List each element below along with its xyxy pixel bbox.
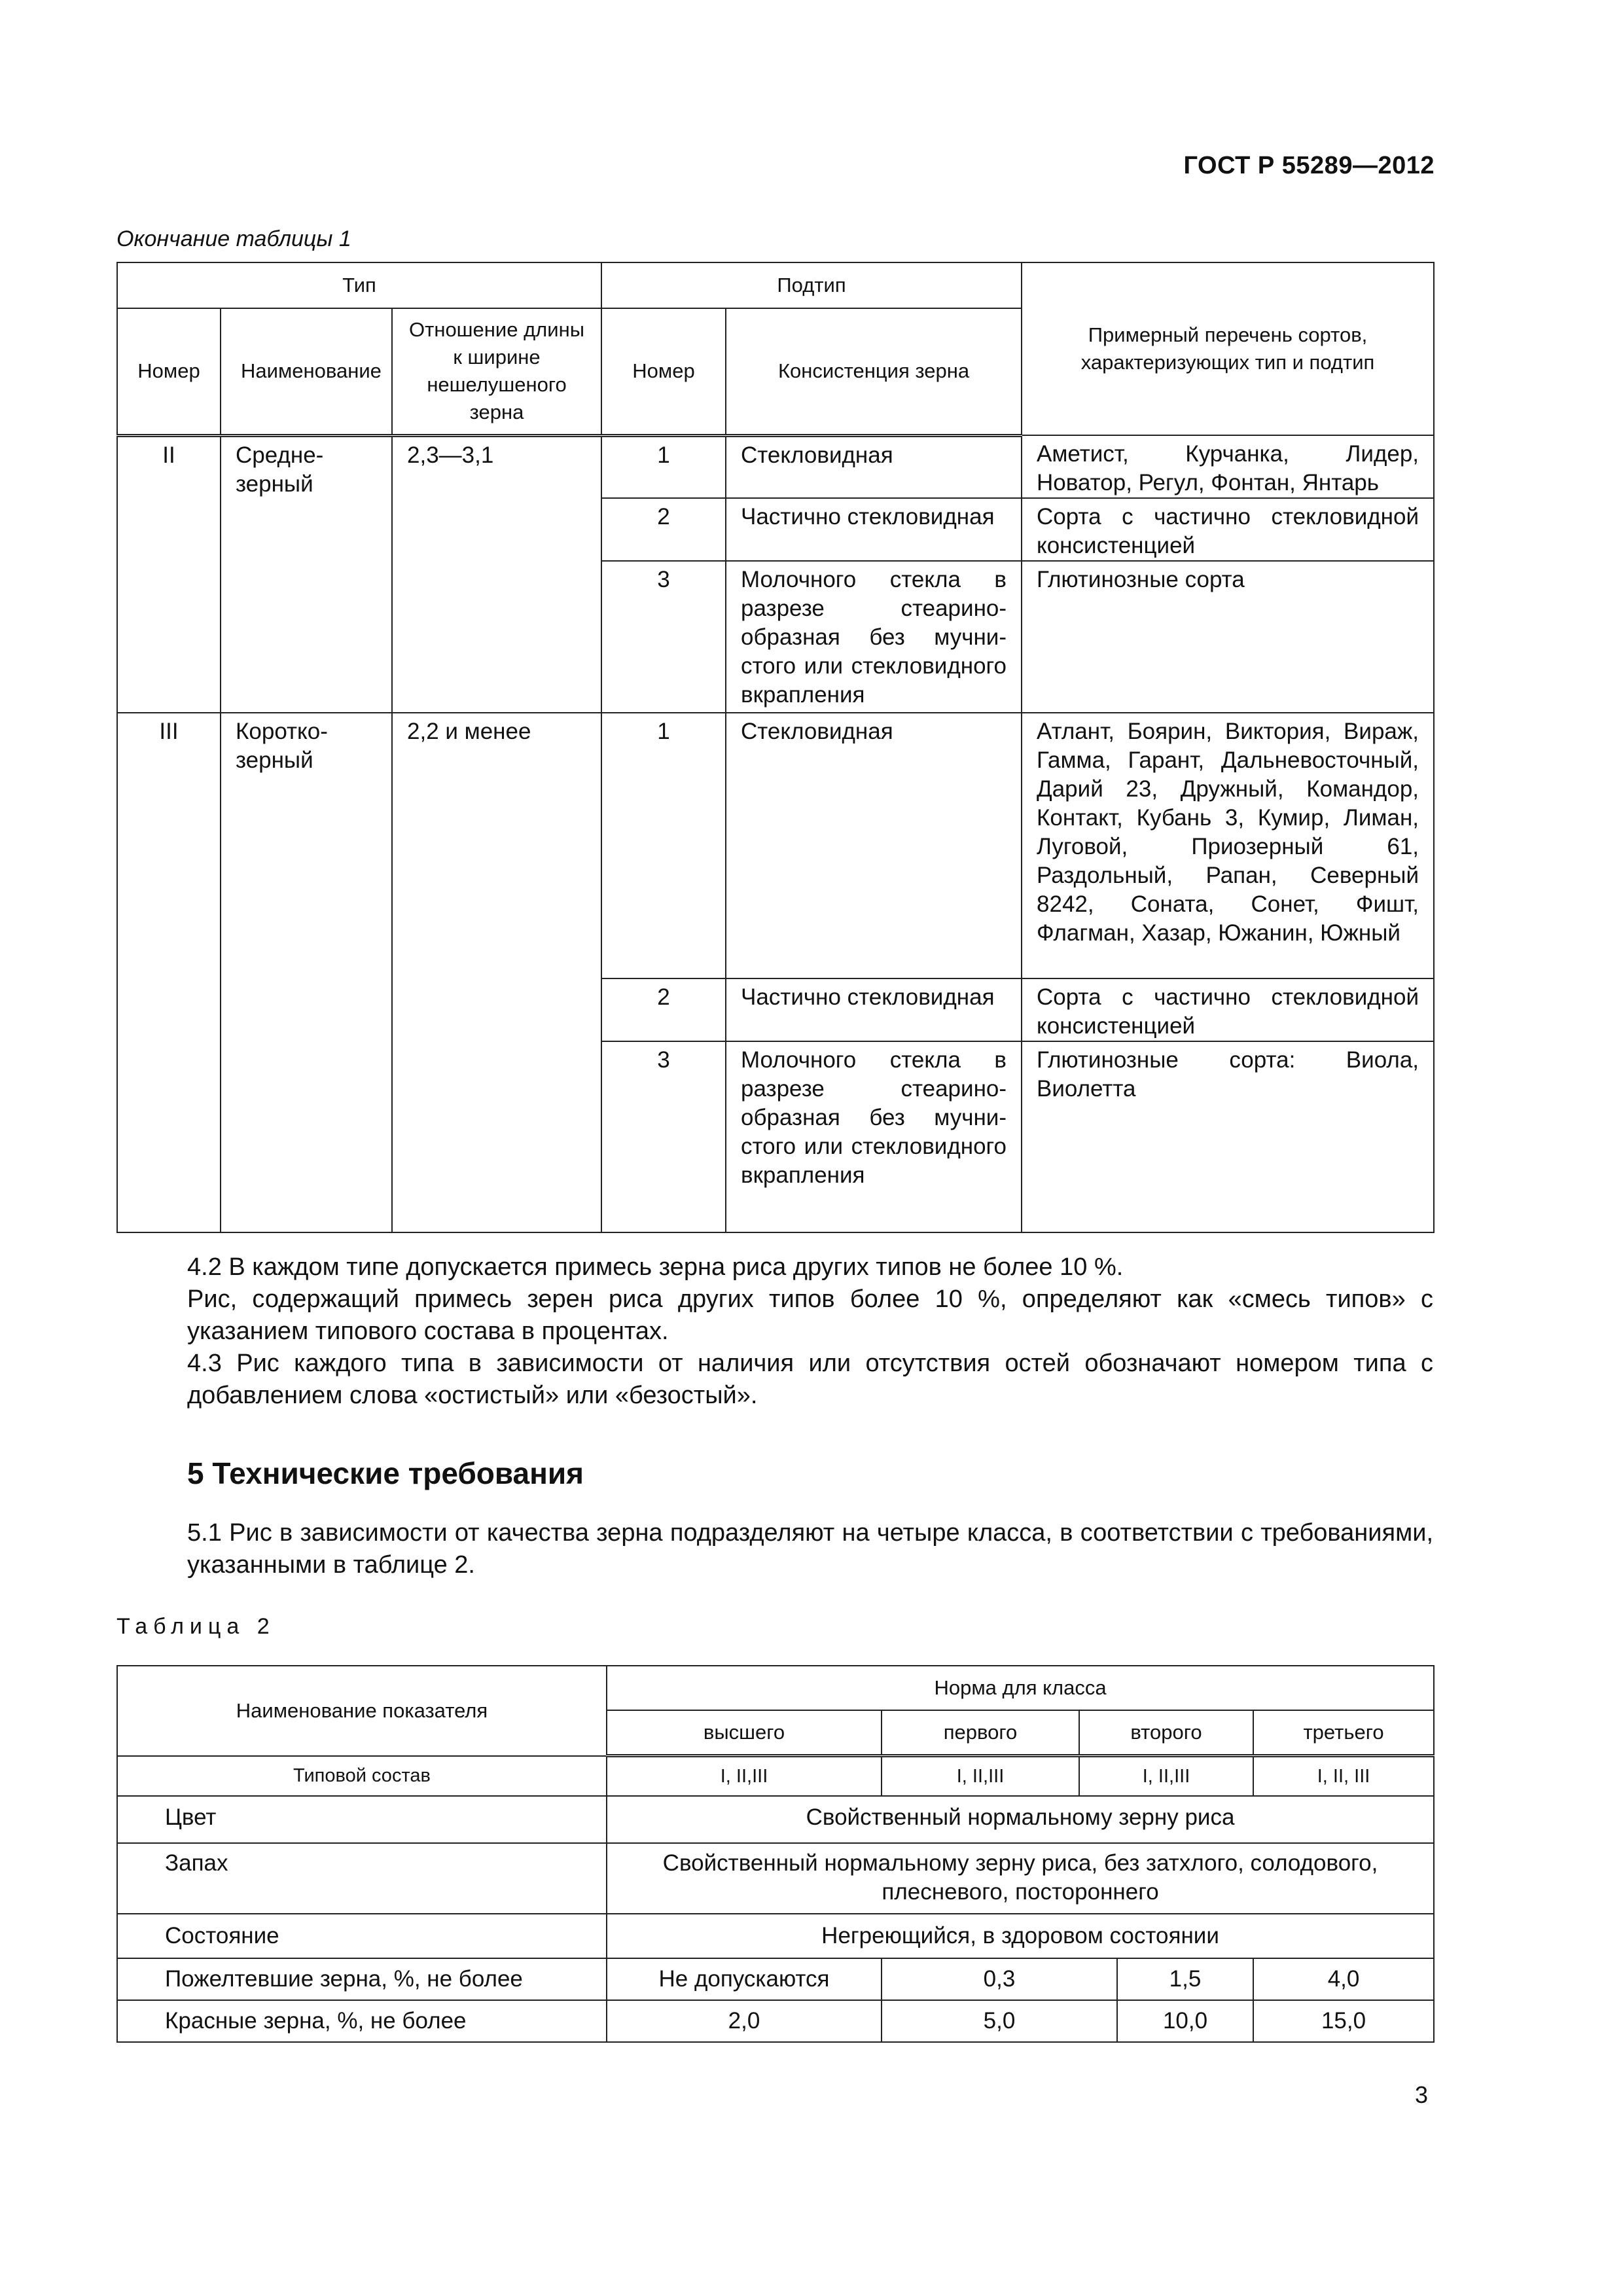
type-name: Средне- зерный [221, 435, 392, 713]
header-ratio: Отношение длины к ширине нешелушеного зерна [392, 308, 601, 435]
type-ratio: 2,2 и менее [392, 713, 601, 1232]
row-label: Типовой состав [117, 1756, 607, 1797]
header-type: Тип [117, 262, 601, 308]
row-label: Состояние [117, 1914, 607, 1958]
table-row [117, 1958, 1434, 2000]
cell-value: Негреющийся, в здоровом состоянии [607, 1914, 1434, 1958]
cell-value: I, II,III [1079, 1756, 1253, 1797]
cell-value: 1,5 [1117, 1958, 1253, 2000]
table-row [117, 1796, 1434, 1843]
row-label: Запах [117, 1843, 607, 1914]
consistency: Стекловидная [726, 435, 1022, 498]
header-subtype-number: Номер [601, 308, 726, 435]
header-norm: Норма для класса [607, 1666, 1434, 1710]
header-class-first: первого [882, 1710, 1079, 1756]
cell-value: 0,3 [882, 1958, 1117, 2000]
paragraph-text: Рис, содержащий примесь зерен риса других типов более 10 %, определяют как «смесь типов» с указанием типового состава в процентах. [187, 1285, 1433, 1345]
page-number: 3 [1415, 2081, 1429, 2108]
paragraph-5-1 [116, 1517, 1433, 1581]
row-label: Пожелтевшие зерна, %, не более [117, 1958, 607, 2000]
consistency: Частично стекловидная [726, 978, 1022, 1041]
type-number: III [117, 713, 221, 1232]
table2-caption: Таблица 2 [116, 1614, 276, 1639]
table1-caption: Окончание таблицы 1 [116, 226, 351, 251]
cell-value: Свойственный нормальному зерну риса [607, 1796, 1434, 1843]
cell-value: 2,0 [607, 2000, 882, 2042]
subtype-number: 2 [601, 498, 726, 561]
header-indicator: Наименование показателя [117, 1666, 607, 1756]
cell-value: 10,0 [1117, 2000, 1253, 2042]
cell-value: I, II,III [882, 1756, 1079, 1797]
row-label: Красные зерна, %, не более [117, 2000, 607, 2042]
varieties: Глютинозные сорта [1022, 561, 1434, 713]
header-class-highest: высшего [607, 1710, 882, 1756]
consistency: Молочного стекла в разрезе стеаринообразная без мучнистого или стекловидного вкрапления [726, 1041, 1022, 1232]
cell-value: 4,0 [1253, 1958, 1434, 2000]
varieties: Атлант, Боярин, Виктория, Вираж, Гамма, Гарант, Дальневосточный, Дарий 23, Дружный, Командор, Контакт, Кубань 3, Кумир, Лиман, Луговой, Приозерный 61, Раздольный, Рапан, Северный 8242, Соната, Сонет, Фишт, Флагман, Хазар, Южанин, Южный [1022, 713, 1434, 978]
paragraph-text: 4.3 Рис каждого типа в зависимости от наличия или отсутствия остей обозначают номером типа с добавлением слова «остистый» или «безостый». [187, 1350, 1433, 1409]
subtype-number: 3 [601, 1041, 726, 1232]
varieties: Сорта с частично стекловидной консистенцией [1022, 498, 1434, 561]
cell-value: 15,0 [1253, 2000, 1434, 2042]
document-code: ГОСТ Р 55289—2012 [1183, 152, 1435, 179]
type-number: II [117, 435, 221, 713]
cell-value: I, II, III [1253, 1756, 1434, 1797]
subtype-number: 1 [601, 713, 726, 978]
cell-value: 5,0 [882, 2000, 1117, 2042]
varieties: Аметист, Курчанка, Лидер, Новатор, Регул, Фонтан, Янтарь [1022, 435, 1434, 498]
consistency: Частично стекловидная [726, 498, 1022, 561]
table-row [117, 1756, 1434, 1797]
header-class-second: второго [1079, 1710, 1253, 1756]
paragraph-text: 5.1 Рис в зависимости от качества зерна подразделяют на четыре класса, в соответствии с требованиями, указанными в таблице 2. [187, 1519, 1433, 1579]
type-ratio: 2,3—3,1 [392, 435, 601, 713]
table-row [117, 1914, 1434, 1958]
consistency: Молочного стекла в разрезе стеаринообразная без мучнистого или стекловидного вкрапления [726, 561, 1022, 713]
table-2 [116, 1665, 1435, 2043]
cell-value: Свойственный нормальному зерну риса, без затхлого, солодового, плесневого, постороннего [607, 1843, 1434, 1914]
table-row [117, 2000, 1434, 2042]
table-row [117, 435, 1434, 498]
section-title: 5 Технические требования [187, 1456, 584, 1490]
header-varieties: Примерный перечень сортов, характеризующих тип и подтип [1022, 262, 1434, 435]
varieties: Глютинозные сорта: Виола, Виолетта [1022, 1041, 1434, 1232]
paragraph-text: 4.2 В каждом типе допускается примесь зерна риса других типов не более 10 %. [187, 1253, 1124, 1281]
header-type-number: Номер [117, 308, 221, 435]
row-label: Цвет [117, 1796, 607, 1843]
cell-value: Не допускаются [607, 1958, 882, 2000]
table-1 [116, 262, 1435, 1233]
header-subtype: Подтип [601, 262, 1022, 308]
cell-value: I, II,III [607, 1756, 882, 1797]
subtype-number: 2 [601, 978, 726, 1041]
subtype-number: 3 [601, 561, 726, 713]
consistency: Стекловидная [726, 713, 1022, 978]
header-class-third: третьего [1253, 1710, 1434, 1756]
subtype-number: 1 [601, 435, 726, 498]
type-name: Коротко- зерный [221, 713, 392, 1232]
table-row [117, 713, 1434, 978]
header-type-name: Наименование [221, 308, 392, 435]
header-consistency: Консистенция зерна [726, 308, 1022, 435]
table-row [117, 1843, 1434, 1914]
varieties: Сорта с частично стекловидной консистенцией [1022, 978, 1434, 1041]
paragraph-4-2 [116, 1251, 1433, 1412]
